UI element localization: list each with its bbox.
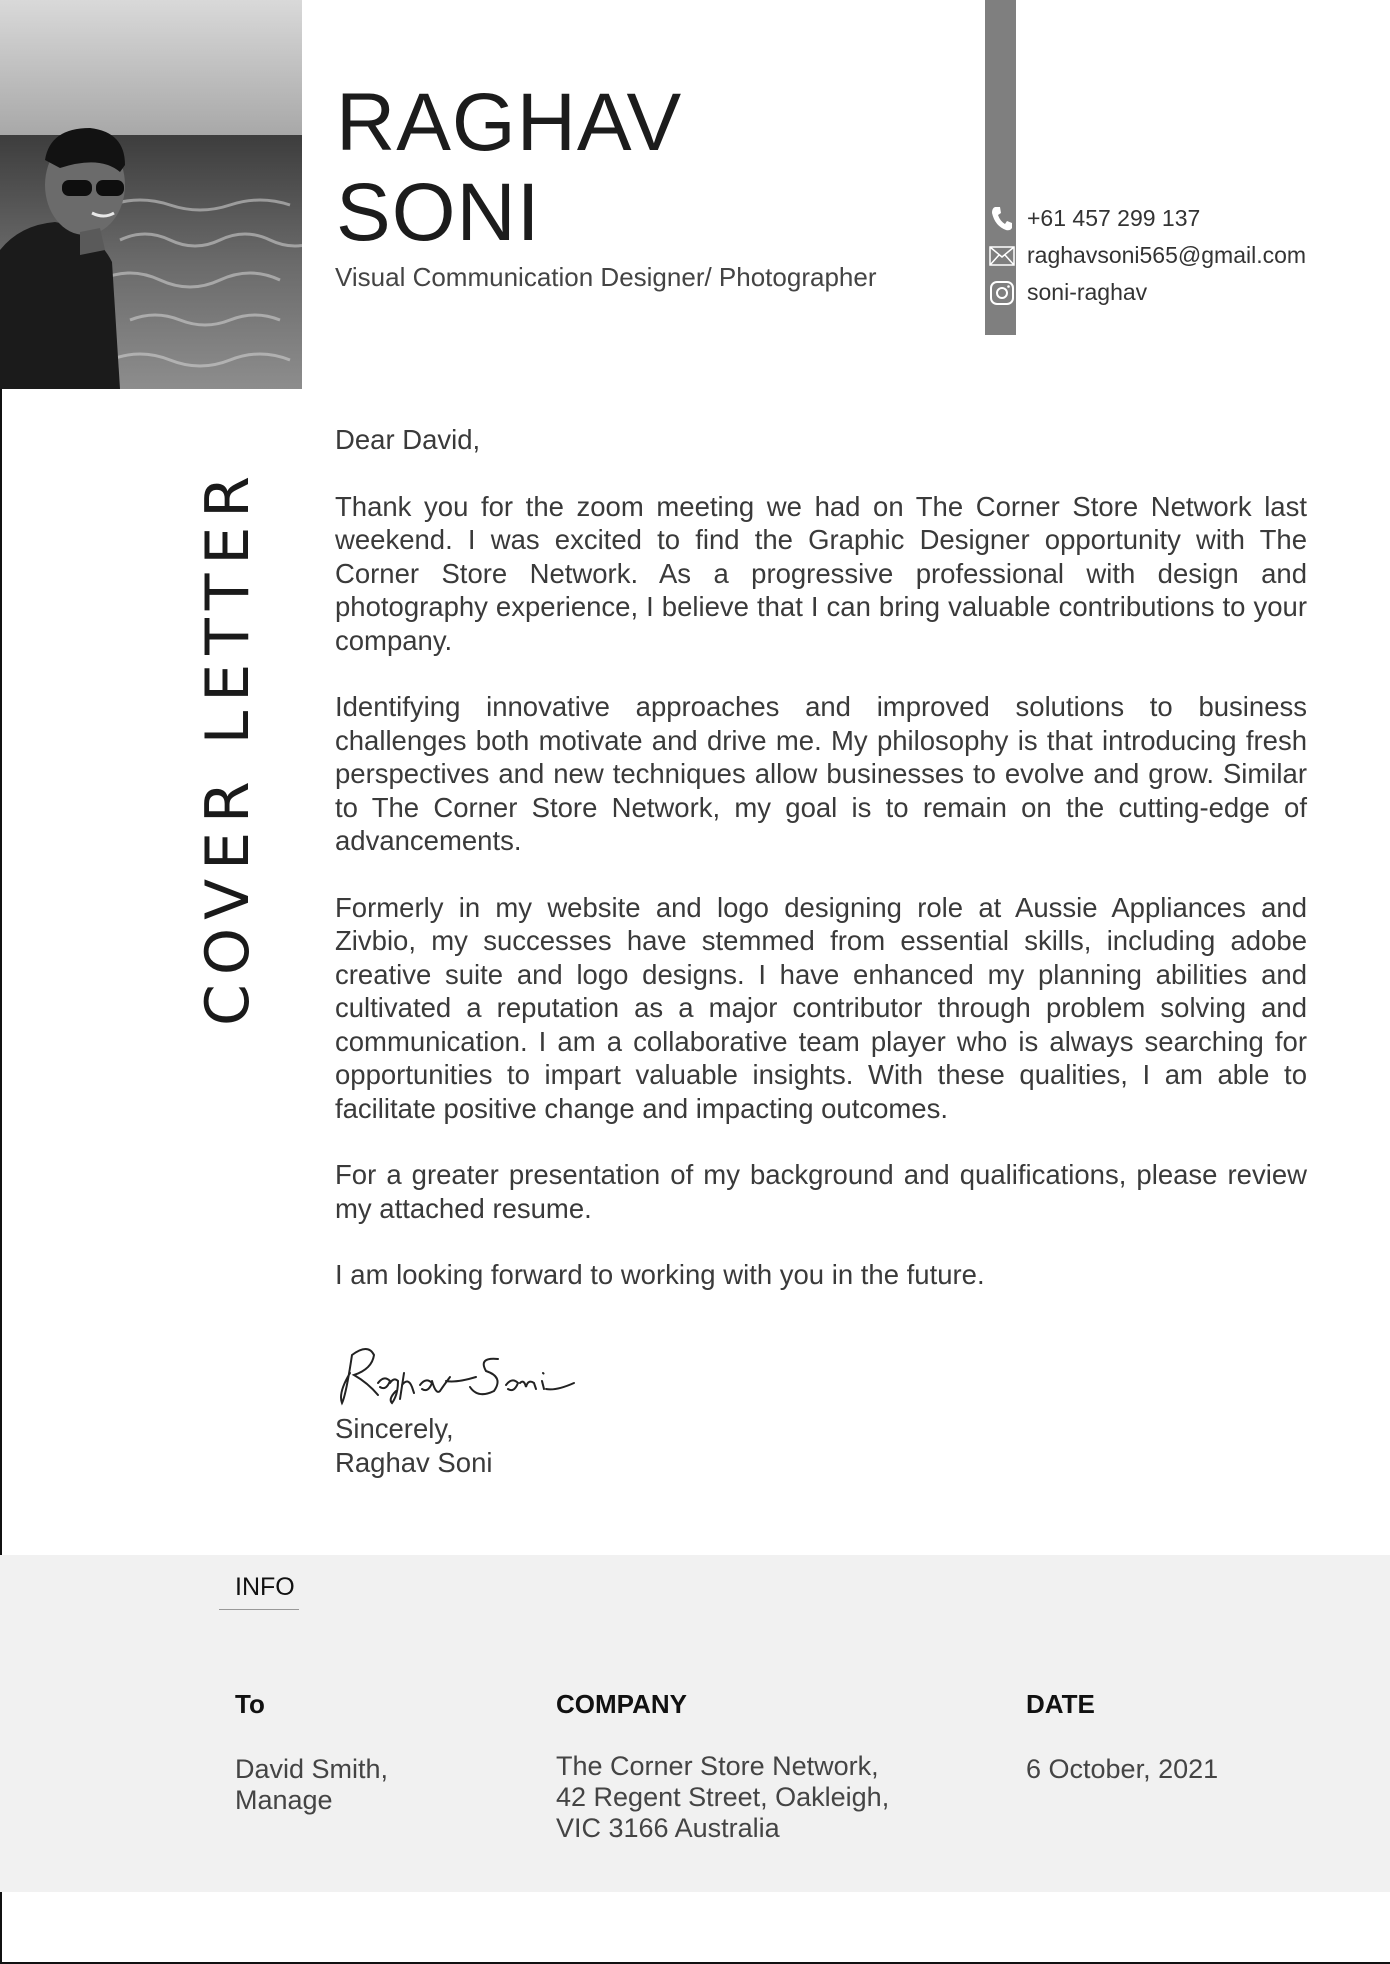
instagram-icon (988, 279, 1016, 307)
cover-letter-title: COVER LETTER (193, 467, 263, 1026)
company-region: VIC 3166 Australia (556, 1813, 780, 1843)
date-value: 6 October, 2021 (1026, 1754, 1219, 1784)
company-street: 42 Regent Street, Oakleigh, (556, 1782, 890, 1812)
company-label: COMPANY (556, 1689, 687, 1719)
email-address[interactable]: raghavsoni565@gmail.com (1027, 242, 1307, 268)
info-heading: INFO (235, 1573, 295, 1601)
contact-email (988, 237, 1368, 274)
first-name: RAGHAV (336, 77, 683, 168)
to-label: To (235, 1689, 265, 1719)
company-name: The Corner Store Network, (556, 1751, 879, 1781)
letter-paragraph-4: For a greater presentation of my background and qualifications, please review my attached resume. (335, 1159, 1307, 1224)
phone-number[interactable]: +61 457 299 137 (1027, 205, 1201, 231)
instagram-handle[interactable]: soni-raghav (1027, 279, 1148, 305)
letter-paragraph-5: I am looking forward to working with you in the future. (335, 1259, 985, 1290)
portrait-illustration (0, 0, 302, 389)
company-block (556, 1751, 889, 1844)
contact-phone (988, 200, 1368, 237)
last-name: SONI (336, 167, 541, 258)
envelope-icon (988, 242, 1016, 270)
recipient-title: Manage (235, 1785, 333, 1815)
profile-photo (0, 0, 302, 389)
recipient-block (235, 1754, 388, 1816)
phone-icon (988, 205, 1016, 233)
letter-paragraph-1: Thank you for the zoom meeting we had on The Corner Store Network last weekend. I was excited to find the Graphic Designer opportunity with The Corner Store Network. As a progressive professional with design and photography experience, I believe that I can bring valuable contributions to your company. (335, 490, 1307, 656)
closing-phrase: Sincerely, (335, 1413, 454, 1444)
letter-paragraph-2: Identifying innovative approaches and improved solutions to business challenges both motivate and drive me. My philosophy is that introducing fresh perspectives and new techniques allow businesses to evolve and grow. Similar to The Corner Store Network, my goal is to remain on the cutting-edge of advancements. (335, 691, 1307, 856)
date-label: DATE (1026, 1689, 1095, 1719)
signature (328, 1333, 588, 1418)
closing-block (335, 1412, 492, 1480)
contact-list (988, 200, 1368, 311)
salutation: Dear David, (335, 424, 481, 455)
contact-instagram (988, 274, 1368, 311)
recipient-name: David Smith, (235, 1754, 389, 1784)
letter-body (335, 423, 1307, 1325)
signoff-name: Raghav Soni (335, 1447, 493, 1478)
letter-paragraph-3: Formerly in my website and logo designing role at Aussie Appliances and Zivbio, my successes have stemmed from essential skills, including adobe creative suite and logo designs. I have enhanced my planning abilities and cultivated a reputation as a major contributor through problem solving and communication. I am a collaborative team player who is always searching for opportunities to impart valuable insights. With these qualities, I am able to facilitate positive change and impacting outcomes. (335, 891, 1307, 1124)
candidate-name (336, 78, 682, 258)
job-title: Visual Communication Designer/ Photographer (335, 262, 877, 292)
info-underline (219, 1609, 299, 1610)
